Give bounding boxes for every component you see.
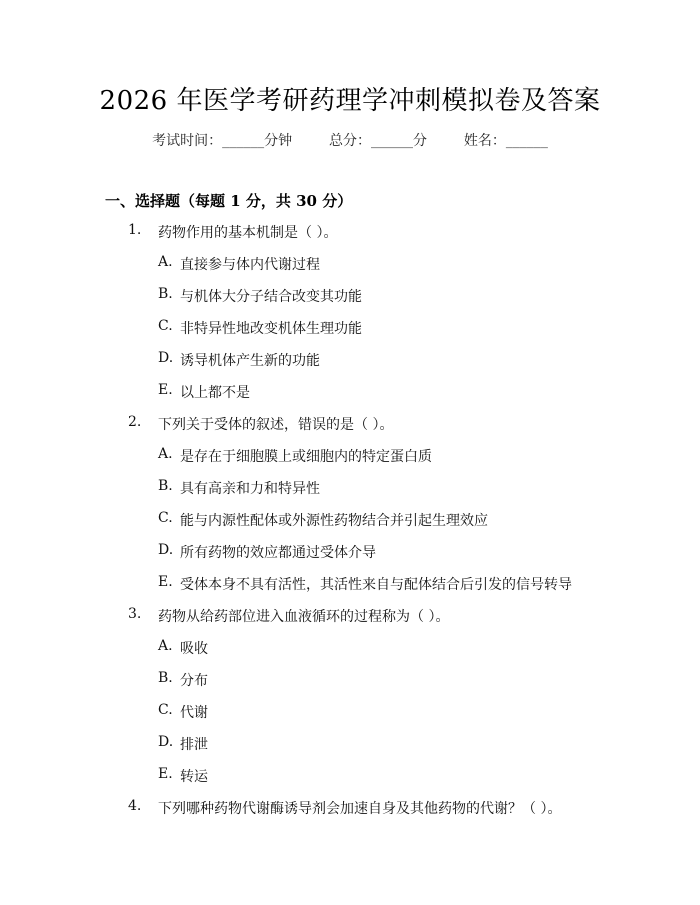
option-text: 能与内源性配体或外源性药物结合并引起生理效应 (180, 513, 488, 529)
option-text: 诱导机体产生新的功能 (180, 353, 320, 369)
question-text: 下列关于受体的叙述，错误的是（ ）。 (158, 417, 394, 433)
option-text: 转运 (180, 769, 208, 785)
option-label: A. (158, 446, 173, 462)
question-text: 药物从给药部位进入血液循环的过程称为（ ）。 (158, 609, 450, 625)
name-blank: ______ (505, 133, 548, 149)
option-text: 非特异性地改变机体生理功能 (180, 321, 362, 337)
option-label: D. (158, 734, 174, 750)
option-text: 直接参与体内代谢过程 (180, 257, 320, 273)
option-label: E. (158, 574, 173, 590)
option-label: A. (158, 254, 173, 270)
section-title: 一、选择题（每题 1 分，共 30 分） (105, 192, 353, 210)
time-blank: ______ (222, 133, 265, 149)
option-label: D. (158, 350, 174, 366)
exam-meta (0, 130, 700, 150)
question-text: 下列哪种药物代谢酶诱导剂会加速自身及其他药物的代谢？（ ）。 (158, 801, 562, 817)
question-number: 3. (128, 606, 142, 622)
option-text: 是存在于细胞膜上或细胞内的特定蛋白质 (180, 449, 432, 465)
option-label: B. (158, 286, 173, 302)
question-text: 药物作用的基本机制是（ ）。 (158, 225, 338, 241)
option-label: E. (158, 382, 173, 398)
score-blank: ______ (371, 133, 413, 149)
option-label: D. (158, 542, 174, 558)
option-label: C. (158, 510, 173, 526)
option-text: 排泄 (180, 737, 208, 753)
option-label: A. (158, 638, 173, 654)
option-text: 分布 (180, 673, 208, 689)
name-label: 姓名： (463, 133, 506, 149)
score-unit: 分 (413, 133, 427, 149)
option-text: 代谢 (180, 705, 208, 721)
option-text: 所有药物的效应都通过受体介导 (180, 545, 376, 561)
option-text: 吸收 (180, 641, 208, 657)
score-label: 总分： (329, 133, 371, 149)
option-text: 以上都不是 (180, 385, 250, 401)
option-label: C. (158, 702, 173, 718)
option-label: C. (158, 318, 173, 334)
page-title: 2026 年医学考研药理学冲刺模拟卷及答案 (99, 86, 601, 116)
time-unit: 分钟 (264, 133, 293, 149)
option-label: B. (158, 478, 173, 494)
question-number: 2. (128, 414, 142, 430)
option-text: 与机体大分子结合改变其功能 (180, 289, 362, 305)
time-label: 考试时间： (152, 133, 223, 149)
option-text: 受体本身不具有活性，其活性来自与配体结合后引发的信号转导 (180, 577, 572, 593)
question-number: 1. (128, 222, 142, 238)
question-number: 4. (128, 798, 142, 814)
option-text: 具有高亲和力和特异性 (180, 481, 320, 497)
option-label: E. (158, 766, 173, 782)
option-label: B. (158, 670, 173, 686)
